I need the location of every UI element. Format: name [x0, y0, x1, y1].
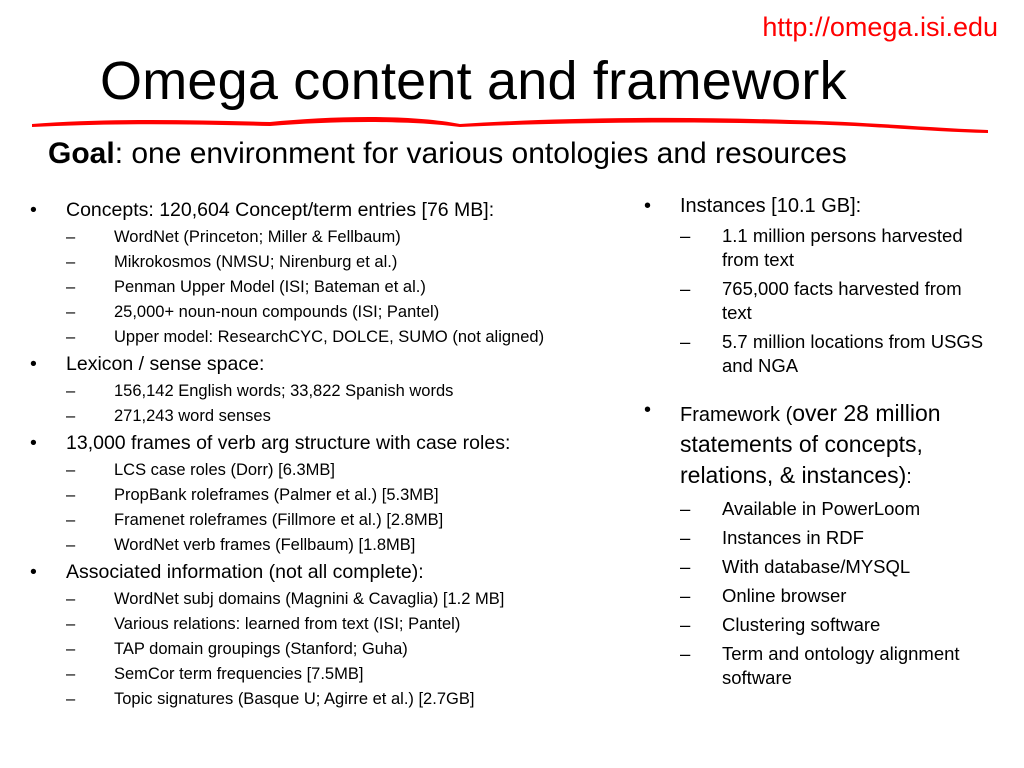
right-bullet-list — [644, 194, 989, 690]
bullet-frames — [30, 431, 645, 555]
sub-item: – 5.7 million locations from USGS and NGA — [680, 330, 989, 378]
sub-list — [66, 590, 645, 709]
sub-item: – TAP domain groupings (Stanford; Guha) — [66, 640, 645, 659]
sub-item: – Topic signatures (Basque U; Agirre et al.) [2.7GB] — [66, 690, 645, 709]
bullet-instances — [644, 194, 989, 378]
underline-stroke — [32, 117, 988, 133]
bullet-text: Instances [10.1 GB]: — [680, 195, 862, 217]
left-bullet-list — [30, 193, 645, 709]
bullet-text: • 13,000 frames of verb arg structure with case roles: — [66, 432, 511, 454]
bullet-text: • Concepts: 120,604 Concept/term entries [76 MB]: — [66, 199, 495, 221]
sub-item: – 271,243 word senses — [66, 407, 645, 426]
sub-item: – Available in PowerLoom — [680, 497, 989, 521]
sub-item: – SemCor term frequencies [7.5MB] — [66, 665, 645, 684]
sub-item: – 765,000 facts harvested from text — [680, 277, 989, 325]
goal-label: Goal — [48, 137, 115, 170]
bullet-lexicon — [30, 352, 645, 426]
bullet-associated-info — [30, 560, 645, 709]
title-underline-brushstroke — [30, 112, 992, 134]
sub-item: – 1.1 million persons harvested from text — [680, 224, 989, 272]
sub-item: – 25,000+ noun-noun compounds (ISI; Pantel) — [66, 303, 645, 322]
sub-item: – WordNet verb frames (Fellbaum) [1.8MB] — [66, 536, 645, 555]
sub-item: – Framenet roleframes (Fillmore et al.) [2.8MB] — [66, 511, 645, 530]
bullet-concepts — [30, 198, 645, 347]
framework-suffix: : — [906, 466, 912, 488]
bullet-text — [680, 400, 941, 488]
sub-item: – Instances in RDF — [680, 526, 989, 550]
sub-item: – WordNet (Princeton; Miller & Fellbaum) — [66, 228, 645, 247]
sub-item: – Upper model: ResearchCYC, DOLCE, SUMO (not aligned) — [66, 328, 645, 347]
omega-url-link[interactable]: http://omega.isi.edu — [762, 12, 998, 42]
sub-item: – Mikrokosmos (NMSU; Nirenburg et al.) — [66, 253, 645, 272]
sub-item: – Clustering software — [680, 613, 989, 637]
sub-item: – LCS case roles (Dorr) [6.3MB] — [66, 461, 645, 480]
slide-title: Omega content and framework — [100, 51, 847, 111]
bullet-text: • Lexicon / sense space: — [66, 353, 265, 375]
framework-prefix: Framework ( — [680, 404, 793, 426]
framework-statements: over 28 million statements of concepts, relations, & instances) — [680, 400, 941, 488]
goal-text: : one environment for various ontologies and resources — [114, 137, 847, 170]
sub-item: – PropBank roleframes (Palmer et al.) [5.3MB] — [66, 486, 645, 505]
bullet-text: • Associated information (not all complete): — [66, 561, 424, 583]
sub-list — [680, 224, 989, 378]
goal-line — [48, 137, 847, 171]
sub-list — [66, 228, 645, 347]
sub-list — [680, 497, 989, 690]
sub-item: – Penman Upper Model (ISI; Bateman et al.) — [66, 278, 645, 297]
sub-item: – WordNet subj domains (Magnini & Cavaglia) [1.2 MB] — [66, 590, 645, 609]
sub-list — [66, 382, 645, 426]
sub-item: – Various relations: learned from text (ISI; Pantel) — [66, 615, 645, 634]
bullet-framework — [644, 398, 989, 690]
sub-list — [66, 461, 645, 555]
sub-item: – Online browser — [680, 584, 989, 608]
sub-item: – With database/MYSQL — [680, 555, 989, 579]
sub-item: – 156,142 English words; 33,822 Spanish words — [66, 382, 645, 401]
sub-item: – Term and ontology alignment software — [680, 642, 989, 690]
